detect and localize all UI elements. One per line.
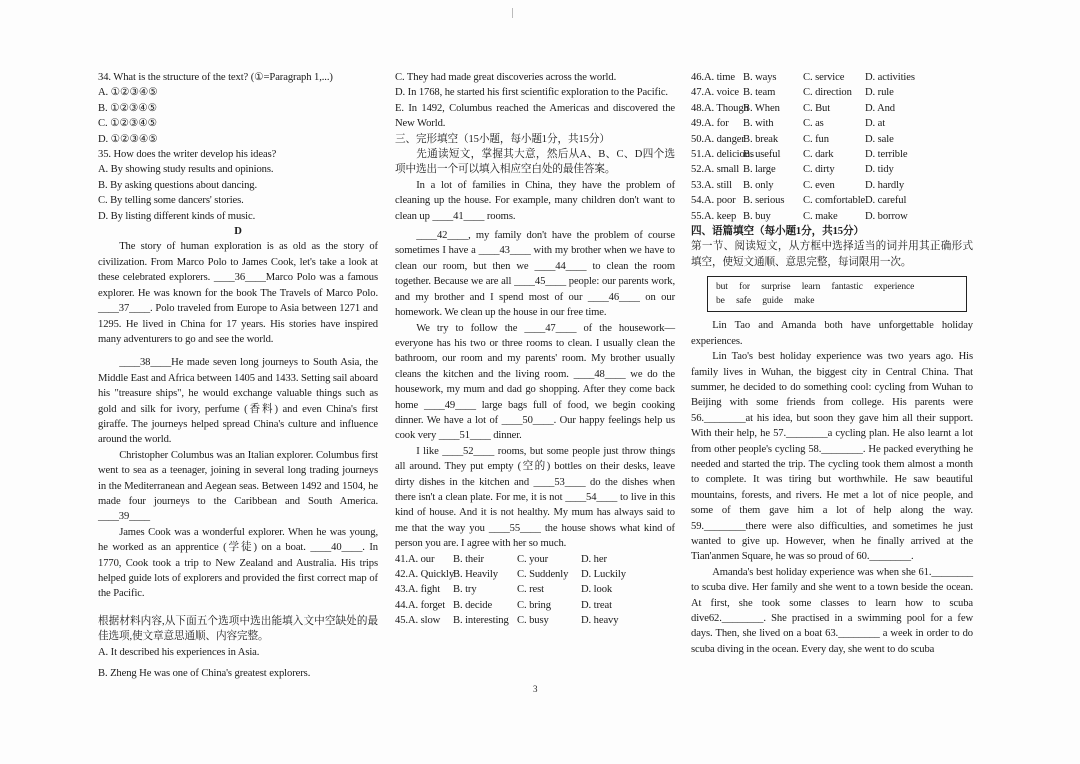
q34-option-d: D. ①②③④⑤ xyxy=(98,133,158,145)
word-bank-item: guide xyxy=(762,296,783,307)
option-54-d: D. careful xyxy=(865,195,907,207)
option-48-b: B. When xyxy=(743,102,780,114)
option-44-b: B. decide xyxy=(453,599,493,611)
option-46-a: 46.A. time xyxy=(691,72,736,83)
cloze-para-1: In a lot of families in China, they have the problem of cleaning up the house. For example, many children don't want to clean up ____41____ rooms. xyxy=(395,179,675,222)
word-bank-box xyxy=(707,276,967,312)
cloze-instructions: 先通读短文，掌握其大意，然后从A、B、C、D四个选项中选出一个可以填入相应空白处的最佳答案。 xyxy=(395,149,675,176)
option-41-c: C. your xyxy=(517,553,549,565)
q35-option-a: A. By showing study results and opinions. xyxy=(98,164,274,176)
word-bank-item: safe xyxy=(736,296,751,307)
cloze-option-row xyxy=(691,116,973,131)
cloze-option-row xyxy=(395,598,675,613)
cloze-para-3: We try to follow the ____47____ of the housework—everyone has his two or three rooms to clean. I usually clean the bathroom, our room and my parents' room. My brother usually cleans the kitchen and the living room. ____48____ we do the housework, my mum and dad go shopping. After they come back home ____49____ large bags full of food, we begin cooking dinner. We have a lot of ____50____. Our happy feelings help us cook very ____51____ dinner. xyxy=(395,322,675,442)
option-48-c: C. But xyxy=(803,102,831,114)
passage-d-para-4: James Cook was a wonderful explorer. When he was young, he worked as an apprentice (学徒) on a boat. ____40____. In 1770, Cook took a trip to New Zealand and Australia. His trips helped guide lots of explorers and provided the first correct map of the Pacific. xyxy=(98,526,378,600)
option-46-d: D. activities xyxy=(865,72,915,83)
option-42-a: 42.A. Quickly xyxy=(395,569,455,580)
option-47-b: B. team xyxy=(743,87,776,99)
section-4-instructions: 第一节、阅读短文，从方框中选择适当的词并用其正确形式填空，使短文通顺、意思完整，每词限用一次。 xyxy=(691,241,973,268)
column-2 xyxy=(395,70,675,629)
page-number: 3 xyxy=(533,684,538,694)
q34-stem: 34. What is the structure of the text? (①=Paragraph 1,...) xyxy=(98,72,333,83)
passage-d-option-b: B. Zheng He was one of China's greatest explorers. xyxy=(98,668,311,680)
word-bank-item: experience xyxy=(874,282,915,293)
option-41-b: B. their xyxy=(453,553,484,565)
column-1 xyxy=(98,70,378,681)
cloze-option-row xyxy=(691,209,973,224)
cloze-option-row xyxy=(691,178,973,193)
cloze-para-4: I like ____52____ rooms, but some people just throw things all around. They put empty (空的) bottles on their desks, leave dirty dishes in the kitchen and ____53____ do the dishes when there isn't a clean plate. For me, it is not ____54____ to live in this kind of house. And it is not healthy. My mum has always said to me that the way you ____55____ the house shows what kind of person you are. I agree with her so much. xyxy=(395,445,675,550)
cloze-option-row xyxy=(395,613,675,628)
option-55-a: 55.A. keep xyxy=(691,210,737,222)
option-52-b: B. large xyxy=(743,164,776,176)
fill-passage-para-1: Lin Tao's best holiday experience was two years ago. His family lives in Wuhan, the biggest city in Central China. That summer, he decided to do something cool: cycling from Wuhan to Beijing with some friends from college. His parents were 56.________at his idea, but soon they gave him all their support. With their help, he 57.________a cycling plan. He also learnt a lot from other people's cycling 58.________. He packed everything he needed and started the trip. The cycling took them almost a month to complete. It was tiring but worthwhile. He saw beautiful mountains, forests, and rivers. He met a lot of nice people, and some of them gave him a lot of help along the way. 59.________there were also difficulties, and sometimes he just wanted to give up. However, when he finally arrived at the Tian'anmen Square, he was so proud of 60.________. xyxy=(691,351,973,563)
option-52-a: 52.A. small xyxy=(691,164,740,176)
option-42-b: B. Heavily xyxy=(453,569,498,580)
passage-d-para-3: Christopher Columbus was an Italian explorer. Columbus first went to sea as a teenager, joining in several long trading journeys in the Mediterranean and Aegean seas. Between 1492 and 1504, he made four journeys to the Caribbean and South America. ____39____ xyxy=(98,449,378,523)
option-53-d: D. hardly xyxy=(865,179,905,191)
word-bank-item: be xyxy=(716,296,725,307)
column-3 xyxy=(691,70,973,657)
option-49-d: D. at xyxy=(865,118,886,130)
option-55-c: C. make xyxy=(803,210,838,222)
cloze-section-heading: 三、完形填空（15小题，每小题1分，共15分） xyxy=(395,133,610,145)
option-48-a: 48.A. Though xyxy=(691,102,749,114)
option-52-c: C. dirty xyxy=(803,164,835,176)
q35-option-b: B. By asking questions about dancing. xyxy=(98,179,258,191)
word-bank-item: but xyxy=(716,282,728,293)
cloze-option-row xyxy=(691,101,973,116)
option-47-d: D. rule xyxy=(865,87,894,99)
q35-stem: 35. How does the writer develop his ideas? xyxy=(98,149,277,161)
q34-option-a: A. ①②③④⑤ xyxy=(98,87,158,99)
passage-d-instructions: 根据材料内容,从下面五个选项中选出能填入文中空缺处的最佳选项,使文章意思通顺、内容完整。 xyxy=(98,615,378,643)
option-49-b: B. with xyxy=(743,118,774,130)
scan-mark xyxy=(512,8,513,18)
option-54-b: B. serious xyxy=(743,195,785,207)
option-47-c: C. direction xyxy=(803,87,852,99)
section-d-heading: D xyxy=(234,226,242,238)
option-51-d: D. terrible xyxy=(865,149,908,161)
q34-option-c: C. ①②③④⑤ xyxy=(98,118,158,130)
option-44-d: D. treat xyxy=(581,599,612,611)
cloze-option-row xyxy=(691,193,973,208)
passage-d-option-c: C. They had made great discoveries across the world. xyxy=(395,72,617,83)
passage-d-para-2: ____38____He made seven long journeys to South Asia, the Middle East and Africa between 1405 and 1433. Setting sail aboard his "treasure ships", he would exchange valuable things such as gold and silk for ivory, perfume (香料) and even China's first giraffe. The journeys helped spread China's culture and influence around the world. xyxy=(98,357,378,446)
section-4-heading: 四、语篇填空（每小题1分，共15分） xyxy=(691,226,864,238)
option-44-a: 44.A. forget xyxy=(395,599,446,611)
word-bank-item: make xyxy=(794,296,815,307)
option-53-a: 53.A. still xyxy=(691,179,732,191)
option-52-d: D. tidy xyxy=(865,164,894,176)
option-53-c: C. even xyxy=(803,179,835,191)
option-50-b: B. break xyxy=(743,133,779,145)
option-55-b: B. buy xyxy=(743,210,771,222)
option-49-a: 49.A. for xyxy=(691,118,729,130)
cloze-option-row xyxy=(691,147,973,162)
cloze-option-row xyxy=(691,70,973,85)
option-45-a: 45.A. slow xyxy=(395,615,441,627)
word-bank-item: surprise xyxy=(761,282,791,293)
cloze-para-2: ____42____, my family don't have the problem of course sometimes I have a ____43____ with my brother when we have to clean our room, but then we ____44____ to clean the room together. Because we are all ____45____ people: our parents work, and my brother and I spend most of our ____46____ on our homework. We clean up the house in our free time. xyxy=(395,230,675,319)
option-51-c: C. dark xyxy=(803,149,834,161)
passage-d-option-d: D. In 1768, he started his first scientific exploration to the Pacific. xyxy=(395,87,668,99)
fill-passage-para-2: Amanda's best holiday experience was when she 61.________ to scuba dive. Her family and she went to a town beside the ocean. At first, she took some classes to learn how to scuba dive62.________. She practised in a swimming pool for a few days. Then, she lived on a boat 63.________ a week in order to do scuba diving in the ocean. Every day, she went to do scuba xyxy=(691,566,973,655)
option-48-d: D. And xyxy=(865,102,896,114)
option-45-c: C. busy xyxy=(517,615,549,627)
option-42-d: D. Luckily xyxy=(581,569,626,580)
option-43-a: 43.A. fight xyxy=(395,584,441,596)
word-bank-item: for xyxy=(739,282,750,293)
option-41-d: D. her xyxy=(581,553,607,565)
option-54-a: 54.A. poor xyxy=(691,195,736,207)
option-43-d: D. look xyxy=(581,584,613,596)
q35-option-d: D. By listing different kinds of music. xyxy=(98,210,256,222)
option-51-a: 51.A. delicious xyxy=(691,149,754,161)
option-54-c: C. comfortable xyxy=(803,195,866,207)
option-43-b: B. try xyxy=(453,584,477,596)
option-47-a: 47.A. voice xyxy=(691,87,740,99)
passage-d-option-e: E. In 1492, Columbus reached the Americas and discovered the New World. xyxy=(395,102,675,130)
cloze-option-row xyxy=(395,552,675,567)
cloze-option-row xyxy=(691,132,973,147)
option-50-d: D. sale xyxy=(865,133,894,145)
cloze-option-row xyxy=(691,162,973,177)
word-bank-item: fantastic xyxy=(831,282,863,293)
option-50-a: 50.A. danger xyxy=(691,133,745,145)
option-46-b: B. ways xyxy=(743,72,777,83)
cloze-option-row xyxy=(395,567,675,582)
word-bank-item: learn xyxy=(801,282,821,293)
passage-d-option-a: A. It described his experiences in Asia. xyxy=(98,646,260,658)
option-41-a: 41.A. our xyxy=(395,553,435,565)
option-53-b: B. only xyxy=(743,179,774,191)
option-45-d: D. heavy xyxy=(581,615,619,627)
option-46-c: C. service xyxy=(803,72,845,83)
fill-passage-intro: Lin Tao and Amanda both have unforgettable holiday experiences. xyxy=(691,320,973,347)
option-44-c: C. bring xyxy=(517,599,551,611)
option-51-b: B. useful xyxy=(743,149,781,161)
passage-d-para-1: The story of human exploration is as old as the story of civilization. From Marco Polo to James Cook, let's take a look at these celebrated explorers. ____36____Marco Polo was a famous explorer. He was known for the book The Travels of Marco Polo. ____37____. Polo traveled from Europe to Asia between 1271 and 1295. He lived in China for 17 years. His stories have inspired many adventurers to go and see the world. xyxy=(98,241,378,345)
cloze-option-row xyxy=(691,85,973,100)
q35-option-c: C. By telling some dancers' stories. xyxy=(98,195,244,207)
option-42-c: C. Suddenly xyxy=(517,569,569,580)
option-45-b: B. interesting xyxy=(453,615,509,627)
option-49-c: C. as xyxy=(803,118,824,130)
option-55-d: D. borrow xyxy=(865,210,908,222)
option-50-c: C. fun xyxy=(803,133,829,145)
q34-option-b: B. ①②③④⑤ xyxy=(98,102,158,114)
cloze-option-row xyxy=(395,582,675,597)
option-43-c: C. rest xyxy=(517,584,544,596)
